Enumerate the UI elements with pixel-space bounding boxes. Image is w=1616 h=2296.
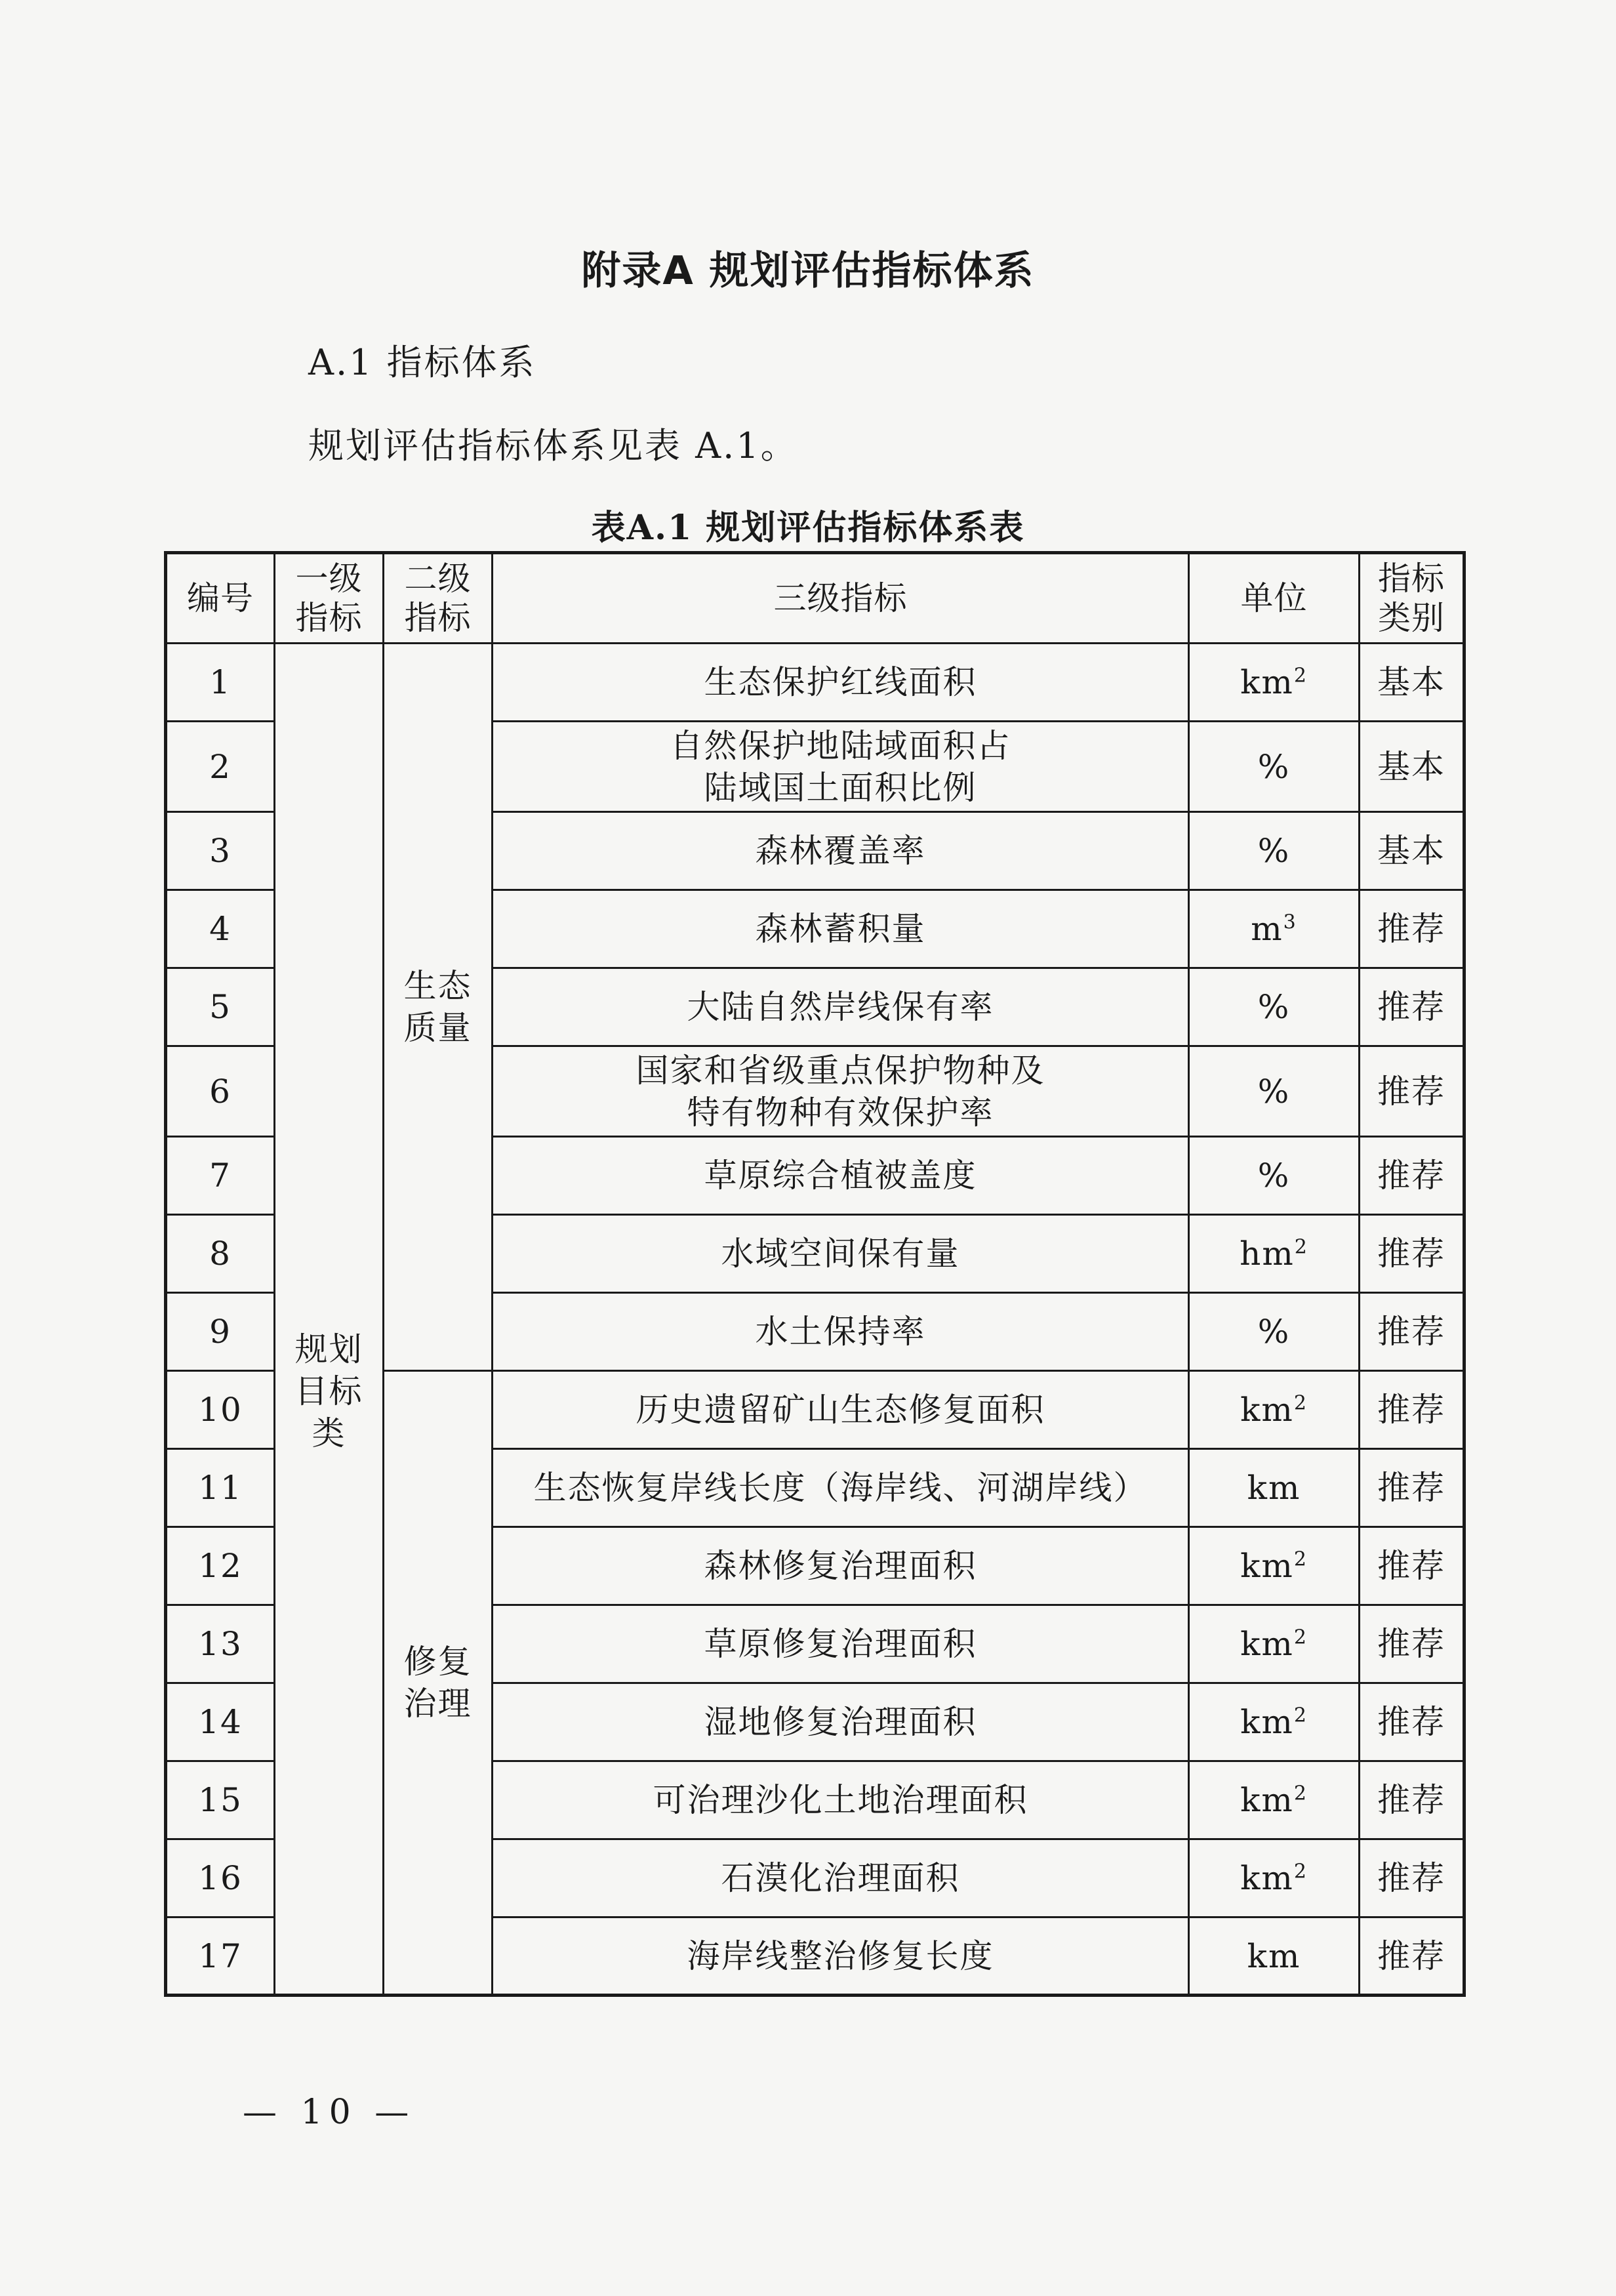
header-level1: [275, 553, 384, 644]
indicator-category: 推荐: [1360, 1293, 1465, 1371]
level2-group-cell: [384, 644, 493, 1371]
unit-base: hm: [1240, 1235, 1295, 1273]
header-category-text: 指标类别: [1378, 560, 1445, 637]
row-number: 10: [166, 1371, 275, 1449]
unit-base: km: [1240, 1547, 1294, 1585]
table-header-row: [166, 553, 1465, 644]
indicator-name: 石漠化治理面积: [493, 1839, 1189, 1917]
unit-exponent: 3: [1283, 911, 1297, 934]
header-category: [1360, 553, 1465, 644]
indicator-category: 推荐: [1360, 1527, 1465, 1605]
row-number: 13: [166, 1605, 275, 1683]
indicator-unit: [1189, 1605, 1360, 1683]
unit-exponent: 2: [1293, 1704, 1308, 1727]
row-number: 3: [166, 812, 275, 890]
header-level2-text: 二级指标: [404, 560, 472, 637]
indicator-unit: [1189, 1046, 1360, 1137]
indicator-unit: [1189, 1917, 1360, 1996]
unit-base: km: [1240, 663, 1294, 701]
row-number: 15: [166, 1761, 275, 1839]
unit-base: %: [1257, 1157, 1291, 1195]
row-number: 1: [166, 644, 275, 722]
indicator-unit: [1189, 1215, 1360, 1293]
level2-group-label: 生态质量: [403, 967, 472, 1047]
unit-base: km: [1240, 1625, 1294, 1663]
level2-group-cell: [384, 1371, 493, 1996]
indicator-name: 水土保持率: [493, 1293, 1189, 1371]
section-title: A.1 指标体系: [308, 342, 536, 383]
unit-base: km: [1247, 1937, 1301, 1975]
indicator-category: 推荐: [1360, 890, 1465, 968]
row-number: 4: [166, 890, 275, 968]
row-number: 7: [166, 1137, 275, 1215]
unit-base: km: [1240, 1859, 1294, 1897]
unit-exponent: 2: [1293, 1782, 1308, 1805]
level2-group-label: 修复治理: [403, 1643, 472, 1723]
indicator-name: 草原综合植被盖度: [493, 1137, 1189, 1215]
indicator-category: 推荐: [1360, 1371, 1465, 1449]
indicator-category: 推荐: [1360, 1449, 1465, 1527]
unit-exponent: 2: [1293, 1548, 1308, 1571]
header-num: 编号: [166, 553, 275, 644]
unit-base: km: [1247, 1469, 1301, 1507]
indicator-name: 大陆自然岸线保有率: [493, 968, 1189, 1046]
unit-exponent: 2: [1293, 1860, 1308, 1883]
indicator-unit: [1189, 1371, 1360, 1449]
indicator-unit: [1189, 1293, 1360, 1371]
indicator-unit: [1189, 812, 1360, 890]
header-level1-text: 一级指标: [295, 560, 363, 637]
row-number: 5: [166, 968, 275, 1046]
indicator-unit: [1189, 1449, 1360, 1527]
unit-base: %: [1257, 832, 1291, 870]
indicator-unit: [1189, 722, 1360, 812]
level1-group-label: 规划目标类: [294, 1330, 363, 1452]
indicator-category: 推荐: [1360, 1761, 1465, 1839]
indicator-category: 推荐: [1360, 1917, 1465, 1996]
row-number: 16: [166, 1839, 275, 1917]
header-unit: 单位: [1189, 553, 1360, 644]
indicator-category: 推荐: [1360, 1046, 1465, 1137]
indicator-unit: [1189, 1527, 1360, 1605]
indicator-name: 草原修复治理面积: [493, 1605, 1189, 1683]
indicator-name: 自然保护地陆域面积占 陆域国土面积比例: [493, 722, 1189, 812]
row-number: 14: [166, 1683, 275, 1761]
indicator-name: 湿地修复治理面积: [493, 1683, 1189, 1761]
indicator-category: 推荐: [1360, 1137, 1465, 1215]
indicator-name: 生态保护红线面积: [493, 644, 1189, 722]
row-number: 17: [166, 1917, 275, 1996]
intro-paragraph: 规划评估指标体系见表 A.1。: [308, 425, 798, 466]
indicator-name: 海岸线整治修复长度: [493, 1917, 1189, 1996]
row-number: 6: [166, 1046, 275, 1137]
indicator-name: 可治理沙化土地治理面积: [493, 1761, 1189, 1839]
appendix-heading: 附录A 规划评估指标体系: [581, 248, 1035, 294]
unit-base: %: [1257, 747, 1291, 786]
indicator-unit: [1189, 644, 1360, 722]
indicator-category: 基本: [1360, 722, 1465, 812]
indicator-table: [164, 551, 1466, 1997]
unit-base: %: [1257, 1072, 1291, 1111]
row-number: 9: [166, 1293, 275, 1371]
unit-base: %: [1257, 988, 1291, 1026]
indicator-category: 推荐: [1360, 1605, 1465, 1683]
indicator-category: 推荐: [1360, 1683, 1465, 1761]
indicator-name: 生态恢复岸线长度（海岸线、河湖岸线）: [493, 1449, 1189, 1527]
indicator-category: 推荐: [1360, 1839, 1465, 1917]
indicator-name: 国家和省级重点保护物种及 特有物种有效保护率: [493, 1046, 1189, 1137]
indicator-name: 森林修复治理面积: [493, 1527, 1189, 1605]
header-level3: 三级指标: [493, 553, 1189, 644]
level1-group-cell: [275, 644, 384, 1996]
indicator-category: 基本: [1360, 644, 1465, 722]
indicator-name: 水域空间保有量: [493, 1215, 1189, 1293]
unit-base: m: [1251, 910, 1283, 948]
indicator-unit: [1189, 1839, 1360, 1917]
unit-exponent: 2: [1294, 1235, 1308, 1259]
unit-base: km: [1240, 1391, 1294, 1429]
indicator-name: 森林覆盖率: [493, 812, 1189, 890]
indicator-name: 历史遗留矿山生态修复面积: [493, 1371, 1189, 1449]
indicator-name: 森林蓄积量: [493, 890, 1189, 968]
indicator-category: 推荐: [1360, 1215, 1465, 1293]
unit-exponent: 2: [1293, 1391, 1308, 1415]
row-number: 11: [166, 1449, 275, 1527]
indicator-unit: [1189, 968, 1360, 1046]
row-number: 2: [166, 722, 275, 812]
table-body: [166, 644, 1465, 1996]
unit-base: km: [1240, 1781, 1294, 1819]
row-number: 12: [166, 1527, 275, 1605]
indicator-unit: [1189, 1137, 1360, 1215]
indicator-category: 推荐: [1360, 968, 1465, 1046]
indicator-category: 基本: [1360, 812, 1465, 890]
unit-base: %: [1257, 1313, 1291, 1351]
unit-base: km: [1240, 1703, 1294, 1741]
table-caption: 表A.1 规划评估指标体系表: [591, 508, 1025, 548]
table-row: [166, 644, 1465, 722]
indicator-table-wrapper: [164, 551, 1466, 1997]
row-number: 8: [166, 1215, 275, 1293]
indicator-unit: [1189, 1683, 1360, 1761]
page-number: — 10 —: [243, 2093, 416, 2132]
header-level2: [384, 553, 493, 644]
indicator-unit: [1189, 890, 1360, 968]
unit-exponent: 2: [1293, 664, 1308, 687]
unit-exponent: 2: [1293, 1626, 1308, 1649]
indicator-unit: [1189, 1761, 1360, 1839]
